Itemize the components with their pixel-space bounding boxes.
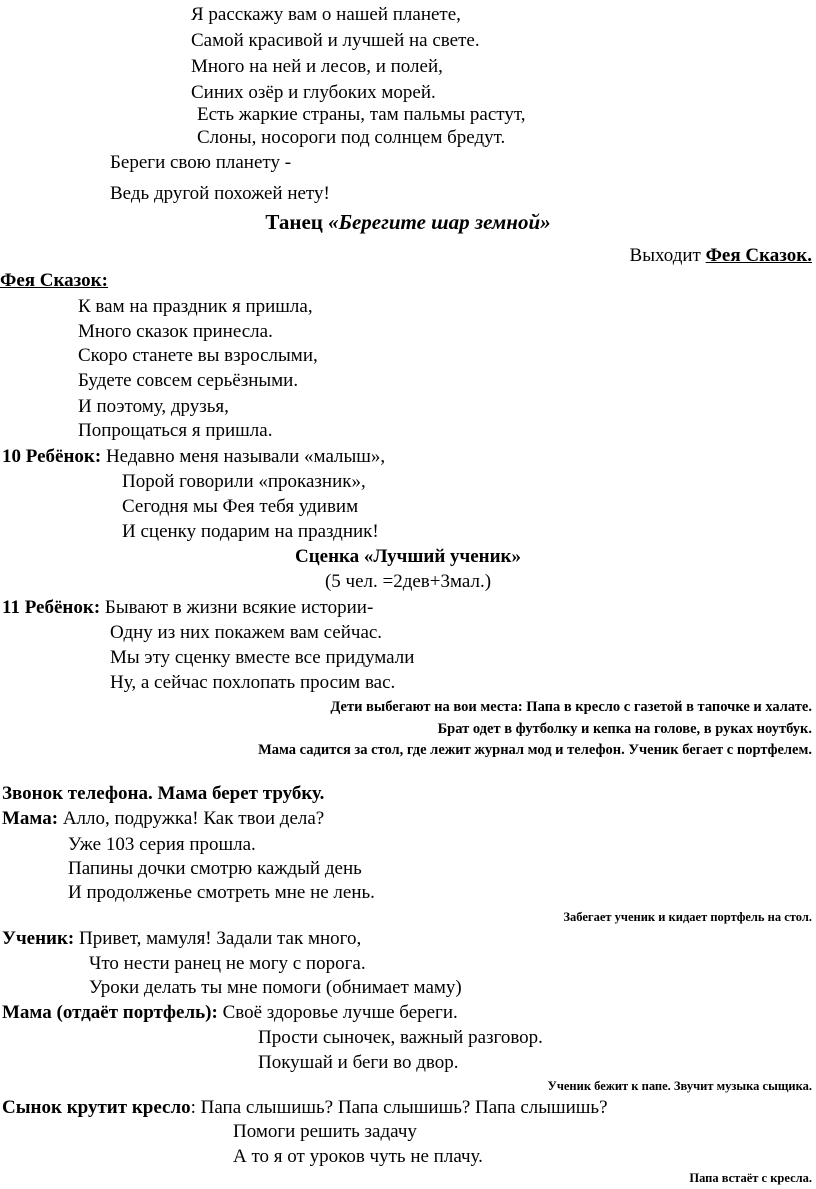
child10-first-line [2, 446, 816, 468]
speaker-fairy: Фея Сказок: [0, 270, 108, 291]
scene-cast: (5 чел. =2дев+3мал.) [324, 571, 492, 592]
fairy-line: Много сказок принесла. [78, 321, 273, 342]
child11-line: Мы эту сценку вместе все придумали [110, 647, 415, 668]
student-first-line [2, 928, 816, 950]
child10-text: Недавно меня называли «малыш», [101, 446, 386, 467]
stage-direction-enter [0, 245, 816, 267]
poem-line: Много на ней и лесов, и полей, [191, 56, 443, 77]
child10-line: Сегодня мы Фея тебя удивим [122, 496, 359, 517]
poem-line: Береги свою планету - [110, 152, 292, 173]
poem-line: Я расскажу вам о нашей планете, [191, 4, 461, 25]
enter-text: Выходит [629, 245, 706, 266]
fairy-line: Будете совсем серьёзными. [78, 370, 299, 391]
son-text: : Папа слышишь? Папа слышишь? Папа слышишь? [190, 1097, 608, 1118]
child11-line: Одну из них покажем вам сейчас. [110, 622, 383, 643]
speaker-child10: 10 Ребёнок: [2, 446, 102, 467]
poem-line: Ведь другой похожей нету! [110, 183, 330, 204]
dance-prefix: Танец [265, 210, 329, 234]
child10-line: И сценку подарим на праздник! [122, 521, 379, 542]
student-text: Привет, мамуля! Задали так много, [74, 928, 362, 949]
son-first-line [2, 1097, 816, 1119]
child11-text: Бывают в жизни всякие истории- [100, 597, 374, 618]
stage-direction: Ученик бежит к папе. Звучит музыка сыщика. [547, 1079, 812, 1093]
stage-direction: Забегает ученик и кидает портфель на стол. [563, 910, 812, 924]
mama-line: Папины дочки смотрю каждый день [68, 858, 362, 879]
mama2-line: Покушай и беги во двор. [258, 1052, 459, 1073]
mama-first-line [2, 808, 816, 830]
fairy-line: Скоро станете вы взрослыми, [78, 345, 318, 366]
scene-title: Сценка «Лучший ученик» [294, 546, 522, 567]
speaker-mama: Мама: [2, 808, 59, 829]
mama2-first-line [2, 1002, 816, 1024]
child11-line: Ну, а сейчас похлопать просим вас. [110, 672, 396, 693]
dance-heading [0, 211, 816, 233]
mama-line: Уже 103 серия прошла. [68, 834, 256, 855]
fairy-line: И поэтому, друзья, [78, 396, 229, 417]
son-line: Помоги решить задачу [233, 1121, 417, 1142]
student-line: Что нести ранец не могу с порога. [89, 953, 366, 974]
poem-line: Есть жаркие страны, там пальмы растут, [197, 104, 526, 125]
poem-line: Синих озёр и глубоких морей. [191, 82, 436, 103]
mama2-text: Своё здоровье лучше береги. [217, 1002, 458, 1023]
mama2-line: Прости сыночек, важный разговор. [258, 1027, 543, 1048]
poem-line: Слоны, носороги под солнцем бредут. [197, 127, 506, 148]
mama-text: Алло, подружка! Как твои дела? [58, 808, 325, 829]
stage-direction: Мама садится за стол, где лежит журнал мод и телефон. Ученик бегает с портфелем. [258, 742, 812, 758]
speaker-student: Ученик: [2, 928, 75, 949]
speaker-mama2: Мама (отдаёт портфель): [2, 1002, 218, 1023]
stage-direction: Брат одет в футболку и кепка на голове, в руках ноутбук. [437, 721, 812, 737]
fairy-line: К вам на праздник я пришла, [78, 296, 313, 317]
dance-title: «Берегите шар земной» [328, 210, 551, 234]
stage-direction: Дети выбегают на вои места: Папа в кресло с газетой в тапочке и халате. [330, 699, 812, 715]
child10-line: Порой говорили «проказник», [122, 471, 366, 492]
poem-line: Самой красивой и лучшей на свете. [191, 30, 480, 51]
son-line: А то я от уроков чуть не плачу. [233, 1146, 483, 1167]
phone-direction: Звонок телефона. Мама берет трубку. [2, 783, 325, 804]
enter-name: Фея Сказок. [705, 245, 812, 266]
mama-line: И продолженье смотреть мне не лень. [68, 882, 375, 903]
stage-direction: Папа встаёт с кресла. [689, 1171, 812, 1185]
speaker-son: Сынок крутит кресло [2, 1097, 191, 1118]
child11-first-line [2, 597, 816, 619]
student-line: Уроки делать ты мне помоги (обнимает маму) [89, 977, 462, 998]
speaker-child11: 11 Ребёнок: [2, 597, 101, 618]
fairy-line: Попрощаться я пришла. [78, 420, 273, 441]
